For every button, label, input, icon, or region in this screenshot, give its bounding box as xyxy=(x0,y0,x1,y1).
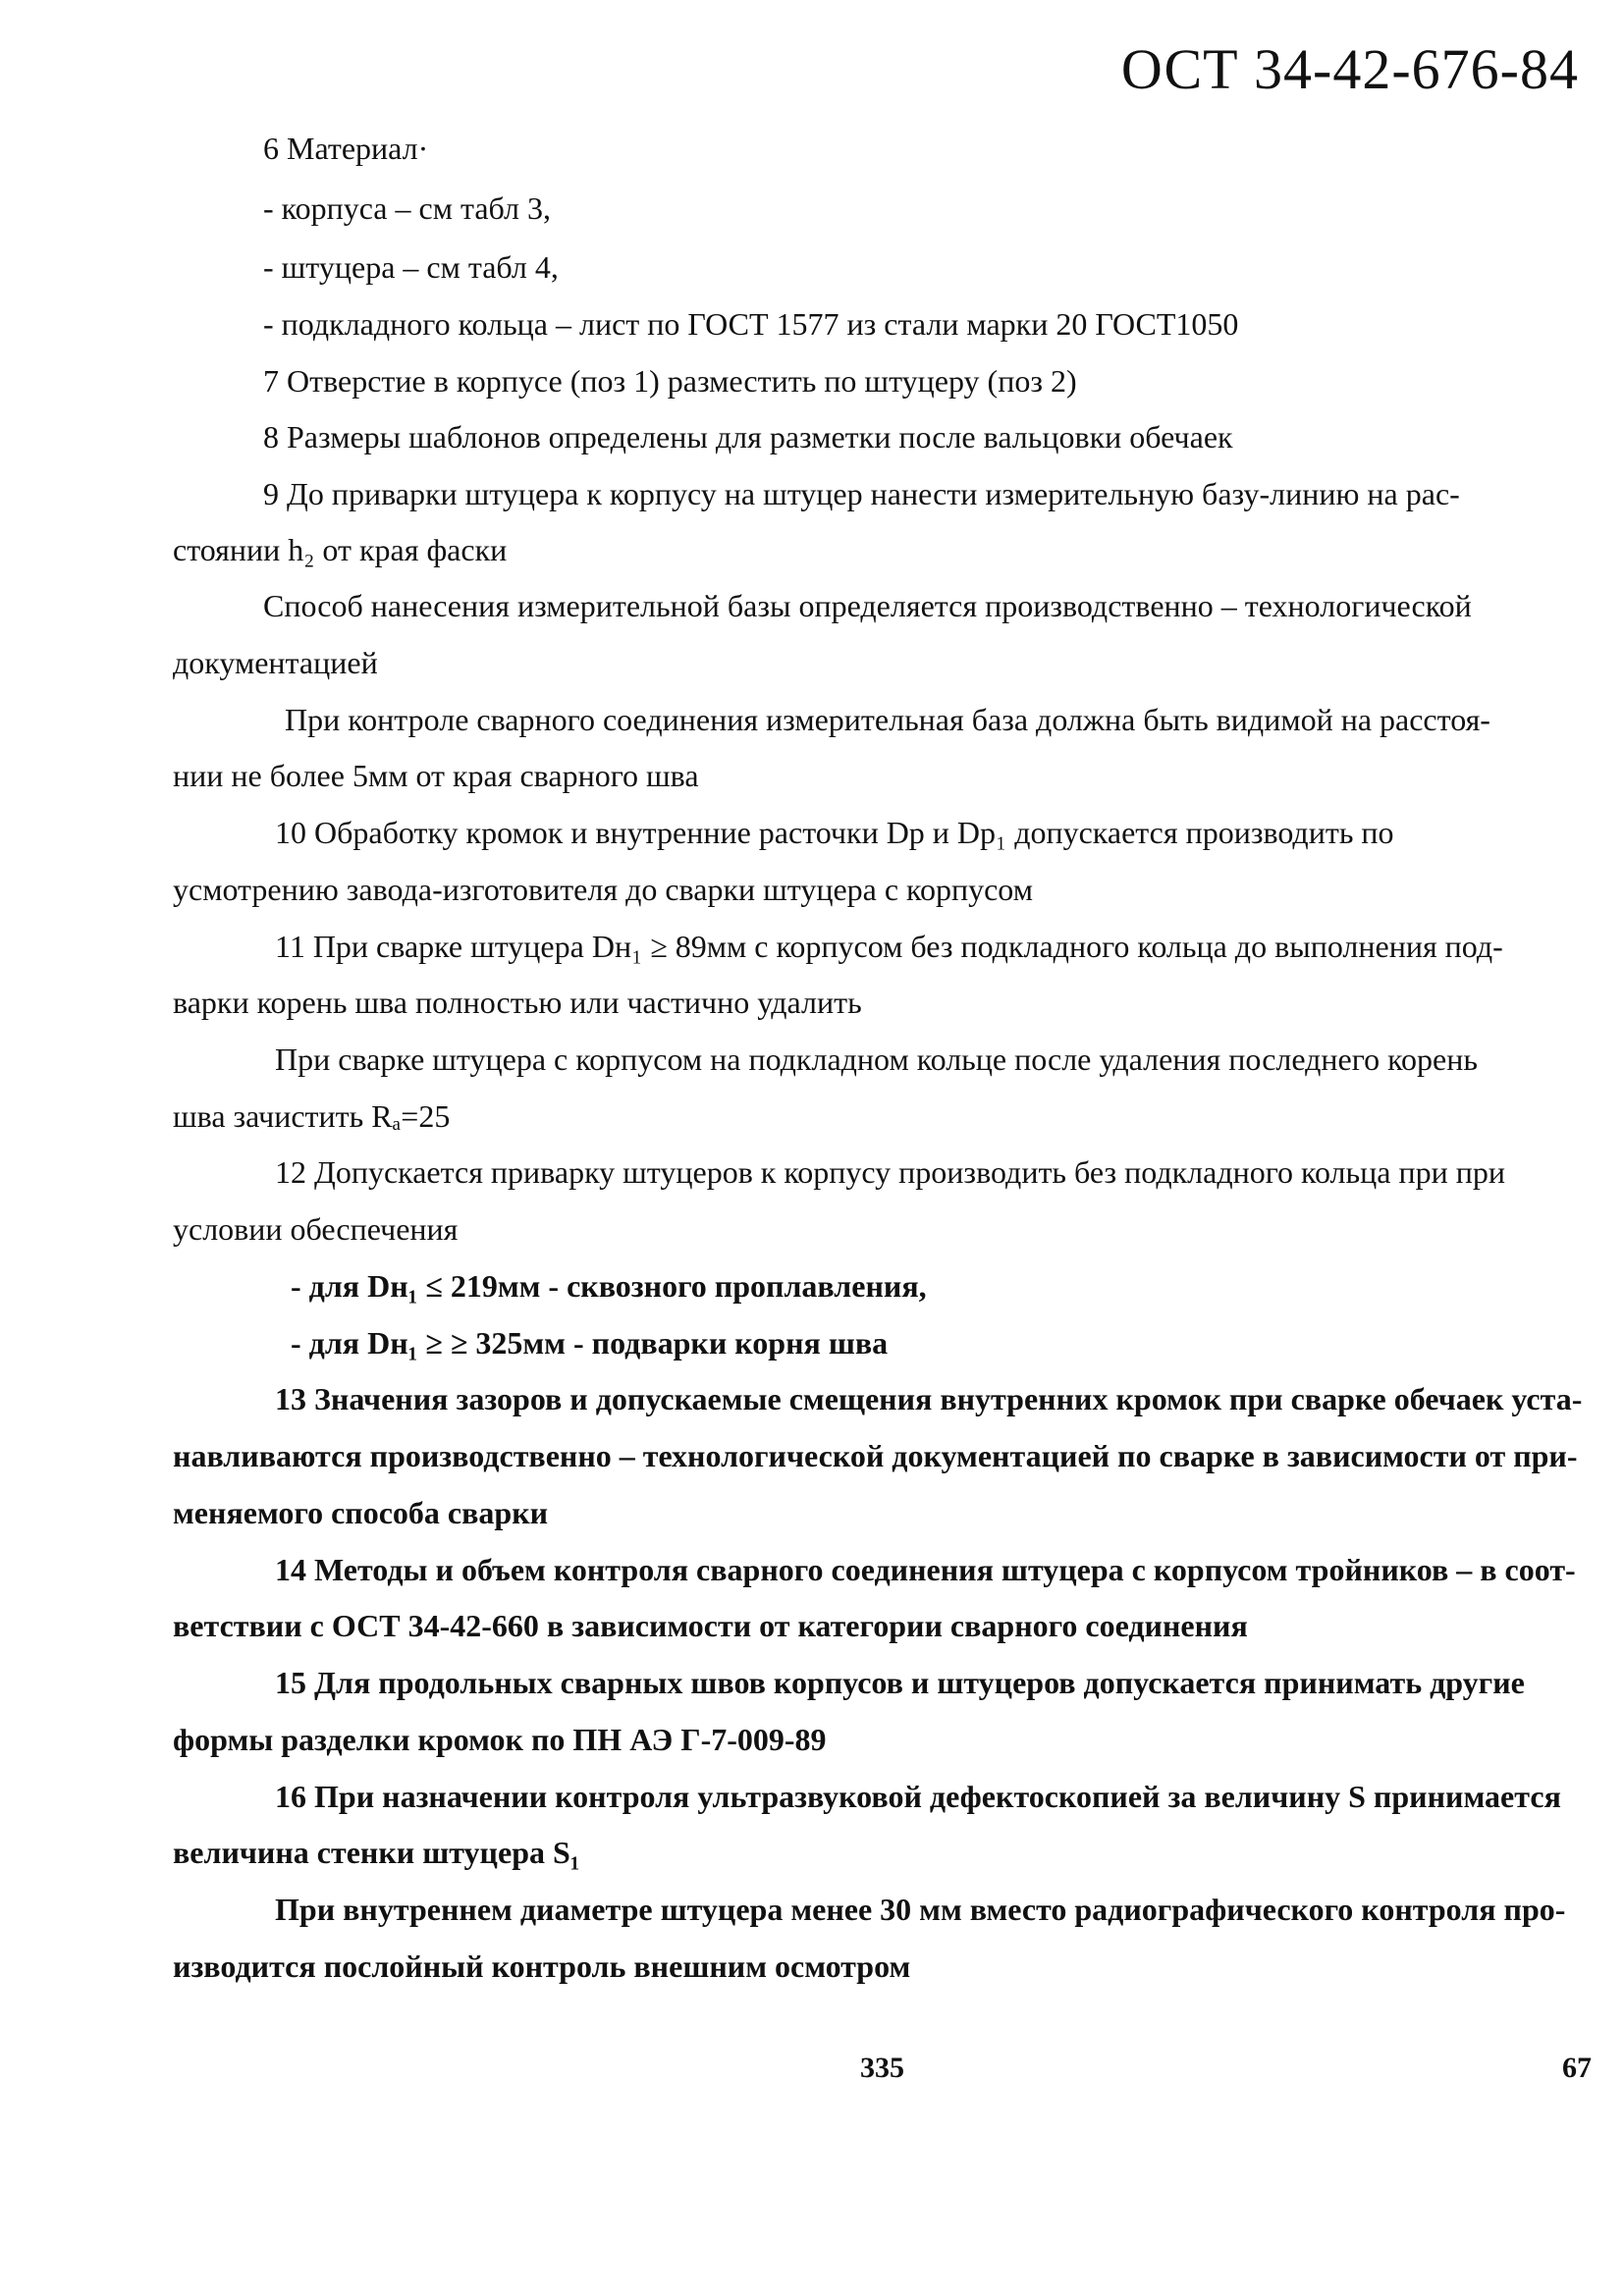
page-number-center: 335 xyxy=(860,2052,904,2084)
text-line: 8 Размеры шаблонов определены для разметки после вальцовки обечаек xyxy=(263,419,1233,454)
text-line: величина стенки штуцера S₁ xyxy=(173,1835,580,1870)
text-line: изводится послойный контроль внешним осмотром xyxy=(173,1949,911,1984)
page-number-right: 67 xyxy=(1562,2052,1592,2084)
text-line: ветствии с ОСТ 34-42-660 в зависимости от категории сварного соединения xyxy=(173,1608,1248,1643)
text-line: 6 Материал· xyxy=(263,131,429,166)
text-line: стоянии h₂ от края фаски xyxy=(173,532,508,567)
text-line: нии не более 5мм от края сварного шва xyxy=(173,758,699,793)
text-line: - корпуса – см табл 3, xyxy=(263,190,551,226)
text-line: - подкладного кольца – лист по ГОСТ 1577 из стали марки 20 ГОСТ1050 xyxy=(263,306,1239,342)
text-line: варки корень шва полностью или частично удалить xyxy=(173,985,862,1020)
text-line: 10 Обработку кромок и внутренние расточки Dp и Dp₁ допускается производить по xyxy=(275,815,1394,850)
text-line: 12 Допускается приварку штуцеров к корпусу производить без подкладного кольца при при xyxy=(275,1154,1505,1190)
text-line: меняемого способа сварки xyxy=(173,1495,549,1530)
text-line: - штуцера – см табл 4, xyxy=(263,249,559,285)
text-line: усмотрению завода-изготовителя до сварки штуцера с корпусом xyxy=(173,872,1033,907)
text-line: навливаются производственно – технологической документацией по сварке в зависимости от при- xyxy=(173,1438,1578,1473)
text-line: 13 Значения зазоров и допускаемые смещения внутренних кромок при сварке обечаек уста- xyxy=(275,1381,1583,1416)
text-line: 11 При сварке штуцера Dн₁ ≥ 89мм с корпусом без подкладного кольца до выполнения под- xyxy=(275,929,1503,964)
text-line: 16 При назначении контроля ультразвуковой дефектоскопией за величину S принимается xyxy=(275,1779,1561,1814)
text-line: документацией xyxy=(173,645,378,680)
text-line: 7 Отверстие в корпусе (поз 1) разместить по штуцеру (поз 2) xyxy=(263,363,1077,399)
text-line: 14 Методы и объем контроля сварного соединения штуцера с корпусом тройников – в соот- xyxy=(275,1552,1576,1587)
text-line: При контроле сварного соединения измерительная база должна быть видимой на расстоя- xyxy=(285,702,1490,737)
text-line: 9 До приварки штуцера к корпусу на штуцер нанести измерительную базу-линию на рас- xyxy=(263,476,1460,511)
text-line: При внутреннем диаметре штуцера менее 30 мм вместо радиографического контроля про- xyxy=(275,1892,1566,1927)
text-line: Способ нанесения измерительной базы определяется производственно – технологической xyxy=(263,588,1472,623)
document-code: ОСТ 34-42-676-84 xyxy=(1120,37,1579,101)
text-line: 15 Для продольных сварных швов корпусов и штуцеров допускается принимать другие xyxy=(275,1665,1525,1700)
text-line: При сварке штуцера с корпусом на подкладном кольце после удаления последнего корень xyxy=(275,1041,1478,1077)
text-line: формы разделки кромок по ПН АЭ Г-7-009-89 xyxy=(173,1722,827,1757)
bullet-line: - для Dн₁ ≤ 219мм - сквозного проплавления, xyxy=(291,1268,927,1304)
text-line: шва зачистить Rₐ=25 xyxy=(173,1098,451,1134)
bullet-line: - для Dн₁ ≥ ≥ 325мм - подварки корня шва xyxy=(291,1325,889,1361)
text-line: условии обеспечения xyxy=(173,1211,459,1247)
